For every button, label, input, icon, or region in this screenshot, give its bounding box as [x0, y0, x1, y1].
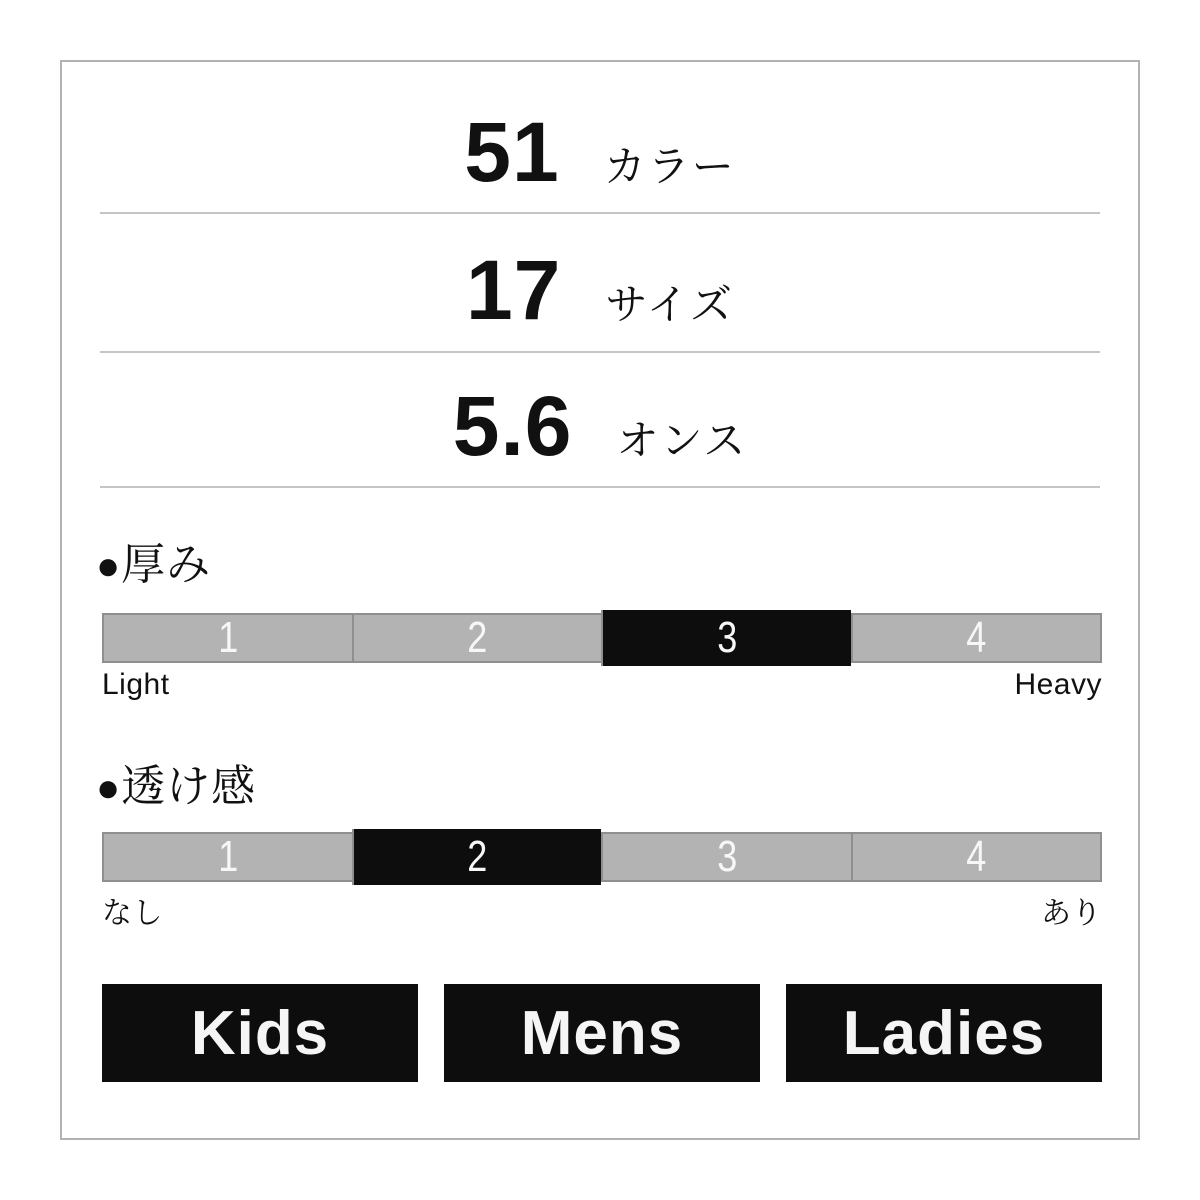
ladies-button-label: Ladies — [842, 998, 1046, 1068]
size-count-value: 17 — [465, 243, 562, 337]
size-count-unit: サイズ — [605, 281, 735, 328]
sheerness-level-1 — [104, 834, 352, 880]
thickness-level-2 — [352, 615, 602, 661]
sheerness-level-2 — [352, 829, 602, 885]
ladies-button[interactable] — [786, 984, 1102, 1082]
kids-button[interactable] — [102, 984, 418, 1082]
divider — [100, 351, 1100, 353]
thickness-endcap-labels — [102, 668, 1102, 702]
divider — [100, 212, 1100, 214]
thickness-scale-bar — [102, 613, 1102, 663]
category-buttons — [102, 984, 1102, 1082]
sheerness-min-label: なし — [102, 897, 163, 930]
thickness-level-2-label: 2 — [467, 613, 488, 662]
kids-button-label: Kids — [190, 998, 330, 1068]
sheerness-level-1-label: 1 — [217, 832, 238, 881]
spec-card-frame — [60, 60, 1140, 1140]
sheerness-max-label: あり — [1041, 897, 1102, 930]
thickness-min-label: Light — [102, 668, 170, 701]
sheerness-title-text: 透け感 — [121, 762, 257, 811]
stat-row-sizes — [62, 244, 1138, 336]
thickness-section-title — [96, 540, 211, 591]
thickness-level-1 — [104, 615, 352, 661]
stat-row-colors — [62, 106, 1138, 198]
stat-row-ounces — [62, 380, 1138, 472]
color-count-value: 51 — [464, 105, 560, 199]
thickness-max-label: Heavy — [1014, 668, 1102, 701]
divider — [100, 486, 1100, 488]
thickness-level-3-label: 3 — [716, 613, 737, 662]
thickness-level-1-label: 1 — [217, 613, 238, 662]
sheerness-level-3-label: 3 — [716, 832, 737, 881]
sheerness-level-2-label: 2 — [467, 832, 488, 881]
ounce-value: 5.6 — [452, 379, 573, 473]
sheerness-scale-bar — [102, 832, 1102, 882]
mens-button[interactable] — [444, 984, 760, 1082]
thickness-level-4-label: 4 — [966, 613, 987, 662]
bullet-icon: ● — [96, 544, 122, 588]
thickness-level-3 — [601, 610, 851, 666]
thickness-level-4 — [851, 615, 1101, 661]
ounce-unit: オンス — [616, 417, 748, 464]
sheerness-endcap-labels — [102, 888, 1102, 932]
sheerness-level-3 — [601, 834, 851, 880]
thickness-title-text: 厚み — [121, 540, 212, 589]
sheerness-level-4-label: 4 — [966, 832, 987, 881]
sheerness-section-title — [96, 762, 256, 813]
bullet-icon: ● — [96, 766, 122, 810]
mens-button-label: Mens — [520, 998, 684, 1068]
color-count-unit: カラー — [603, 143, 736, 190]
sheerness-level-4 — [851, 834, 1101, 880]
